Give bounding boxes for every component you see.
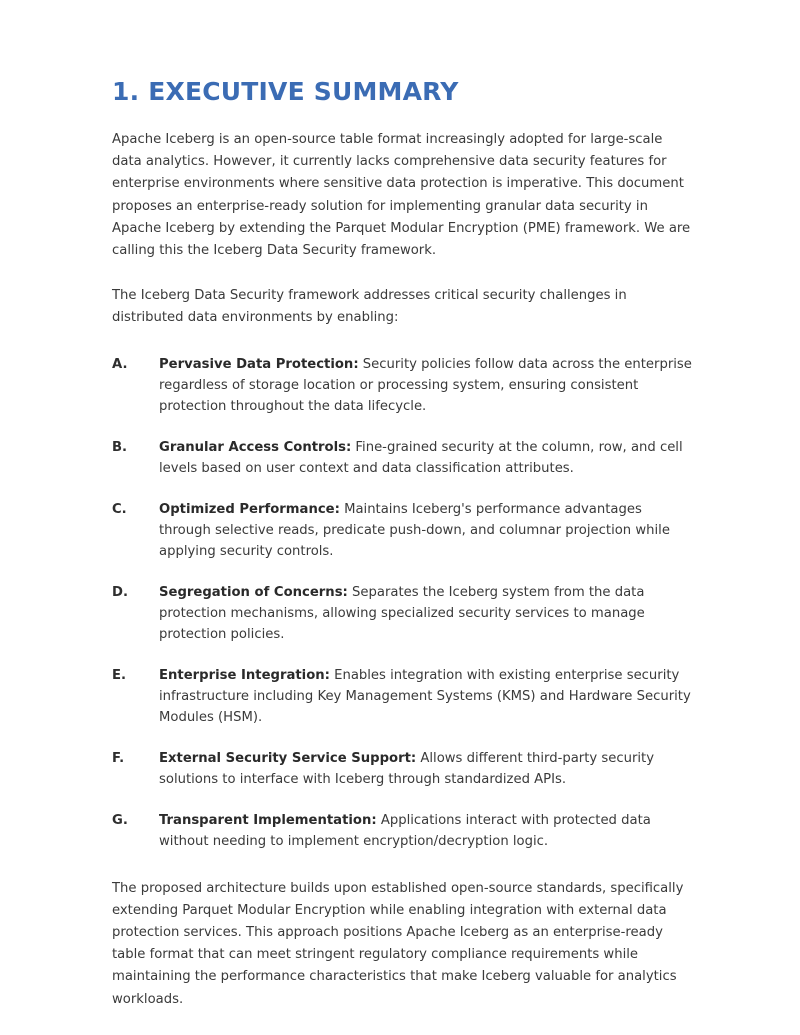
list-item-letter: B. <box>112 439 128 455</box>
list-item <box>112 582 692 645</box>
list-item-text: Enables integration with existing enterprise security infrastructure including Key Management Systems (KMS) and Hardware Security Modules (HSM). <box>159 667 691 725</box>
list-item-body <box>159 810 692 852</box>
list-item-text: Maintains Iceberg's performance advantages through selective reads, predicate push-down, and columnar projection while applying security controls. <box>159 501 670 559</box>
section-heading: 1. EXECUTIVE SUMMARY <box>112 77 459 106</box>
list-item-text: Security policies follow data across the enterprise regardless of storage location or processing system, ensuring consistent protection throughout the data lifecycle. <box>159 356 692 414</box>
list-item-term: Granular Access Controls: <box>159 439 352 455</box>
list-item <box>112 354 692 417</box>
list-item-body <box>159 582 692 645</box>
conclusion-paragraph: The proposed architecture builds upon established open-source standards, specifically extending Parquet Modular Encryption while enabling integration with external data protection services. This approach positions Apache Iceberg as an enterprise-ready table format that can meet stringent regulatory compliance requirements while maintaining the performance characteristics that make Iceberg valuable for analytics workloads. <box>112 880 684 1007</box>
list-item <box>112 748 692 790</box>
list-item-term: Pervasive Data Protection: <box>159 356 359 372</box>
list-item-text: Fine-grained security at the column, row, and cell levels based on user context and data classification attributes. <box>159 439 683 476</box>
list-item-letter: E. <box>112 667 127 683</box>
list-item-text: Applications interact with protected data without needing to implement encryption/decryption logic. <box>159 812 651 849</box>
list-item-body <box>159 499 692 562</box>
list-item-letter: F. <box>112 750 125 766</box>
list-item-body <box>159 437 692 479</box>
list-item-body <box>159 354 692 417</box>
list-item-body <box>159 748 692 790</box>
list-item-term: External Security Service Support: <box>159 750 417 766</box>
list-item-letter: A. <box>112 356 128 372</box>
list-item-text: Allows different third-party security solutions to interface with Iceberg through standardized APIs. <box>159 750 655 787</box>
intro-paragraph: Apache Iceberg is an open-source table format increasingly adopted for large-scale data analytics. However, it currently lacks comprehensive data security features for enterprise environments where sensitive data protection is imperative. This document proposes an enterprise-ready solution for implementing granular data security in Apache Iceberg by extending the Parquet Modular Encryption (PME) framework. We are calling this the Iceberg Data Security framework. <box>112 132 691 259</box>
list-item <box>112 665 692 728</box>
lead-in-paragraph: The Iceberg Data Security framework addresses critical security challenges in distributed data environments by enabling: <box>112 288 627 326</box>
list-item-term: Transparent Implementation: <box>159 812 377 828</box>
capabilities-list <box>112 354 692 852</box>
list-item-term: Enterprise Integration: <box>159 667 330 683</box>
list-item <box>112 810 692 852</box>
document-page <box>112 74 692 1011</box>
list-item-term: Segregation of Concerns: <box>159 584 348 600</box>
list-item-letter: D. <box>112 584 128 600</box>
list-item <box>112 499 692 562</box>
list-item-letter: C. <box>112 501 127 517</box>
list-item-body <box>159 665 692 728</box>
list-item-letter: G. <box>112 812 128 828</box>
list-item-term: Optimized Performance: <box>159 501 340 517</box>
list-item-text: Separates the Iceberg system from the data protection mechanisms, allowing specialized security services to manage protection policies. <box>159 584 645 642</box>
list-item <box>112 437 692 479</box>
